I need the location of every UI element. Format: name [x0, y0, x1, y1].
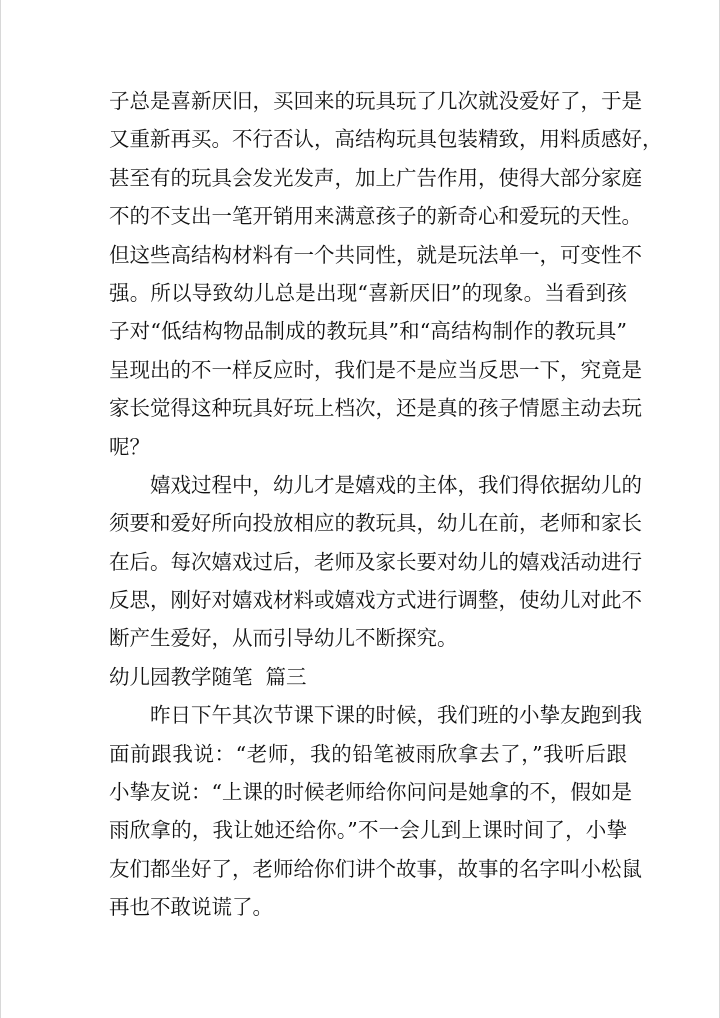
text-line: 子对“低结构物品制成的教玩具”和“高结构制作的教玩具” — [109, 319, 627, 344]
text-line: 须要和爱好所向投放相应的教玩具，幼儿在前，老师和家长 — [109, 511, 642, 536]
text-line: 又重新再买。不行否认，高结构玩具包装精致，用料质感好， — [109, 127, 663, 152]
text-line: 但这些高结构材料有一个共同性，就是玩法单一，可变性不 — [109, 242, 642, 267]
text-line: 昨日下午其次节课下课的时候，我们班的小挚友跑到我 — [150, 703, 642, 728]
paragraph-1 — [109, 82, 663, 466]
text-line: 子总是喜新厌旧，买回来的玩具玩了几次就没爱好了，于是 — [109, 89, 642, 113]
text-line: 嬉戏过程中，幼儿才是嬉戏的主体，我们得依据幼儿的 — [150, 472, 642, 497]
paragraph-2 — [109, 466, 642, 658]
text-line: 强。所以导致幼儿总是出现“喜新厌旧”的现象。当看到孩 — [109, 280, 627, 305]
text-line: 断产生爱好，从而引导幼儿不断探究。 — [109, 626, 458, 651]
text-line: 甚至有的玩具会发光发声，加上广告作用，使得大部分家庭 — [109, 165, 642, 190]
text-line: 在后。每次嬉戏过后，老师及家长要对幼儿的嬉戏活动进行 — [109, 549, 642, 574]
document-body — [109, 82, 663, 927]
text-line: 再也不敢说谎了。 — [109, 895, 273, 920]
text-line: 面前跟我说：“老师，我的铅笔被雨欣拿去了，”我听后跟 — [109, 741, 627, 766]
text-line: 友们都坐好了，老师给你们讲个故事，故事的名字叫小松鼠 — [109, 856, 642, 881]
text-line: 呈现出的不一样反应时，我们是不是应当反思一下，究竟是 — [109, 357, 642, 382]
text-line: 不的不支出一笔开销用来满意孩子的新奇心和爱玩的天性。 — [109, 204, 642, 229]
text-line: 家长觉得这种玩具好玩上档次，还是真的孩子情愿主动去玩 — [109, 396, 642, 421]
text-line: 雨欣拿的，我让她还给你。”不一会儿到上课时间了，小挚 — [109, 818, 627, 843]
paragraph-3 — [109, 696, 642, 926]
section-heading: 幼儿园教学随笔 篇三 — [109, 664, 307, 689]
text-line: 反思，刚好对嬉戏材料或嬉戏方式进行调整，使幼儿对此不 — [109, 588, 642, 613]
text-line: 小挚友说：“上课的时候老师给你问问是她拿的不，假如是 — [109, 780, 632, 805]
text-line: 呢？ — [109, 434, 150, 459]
